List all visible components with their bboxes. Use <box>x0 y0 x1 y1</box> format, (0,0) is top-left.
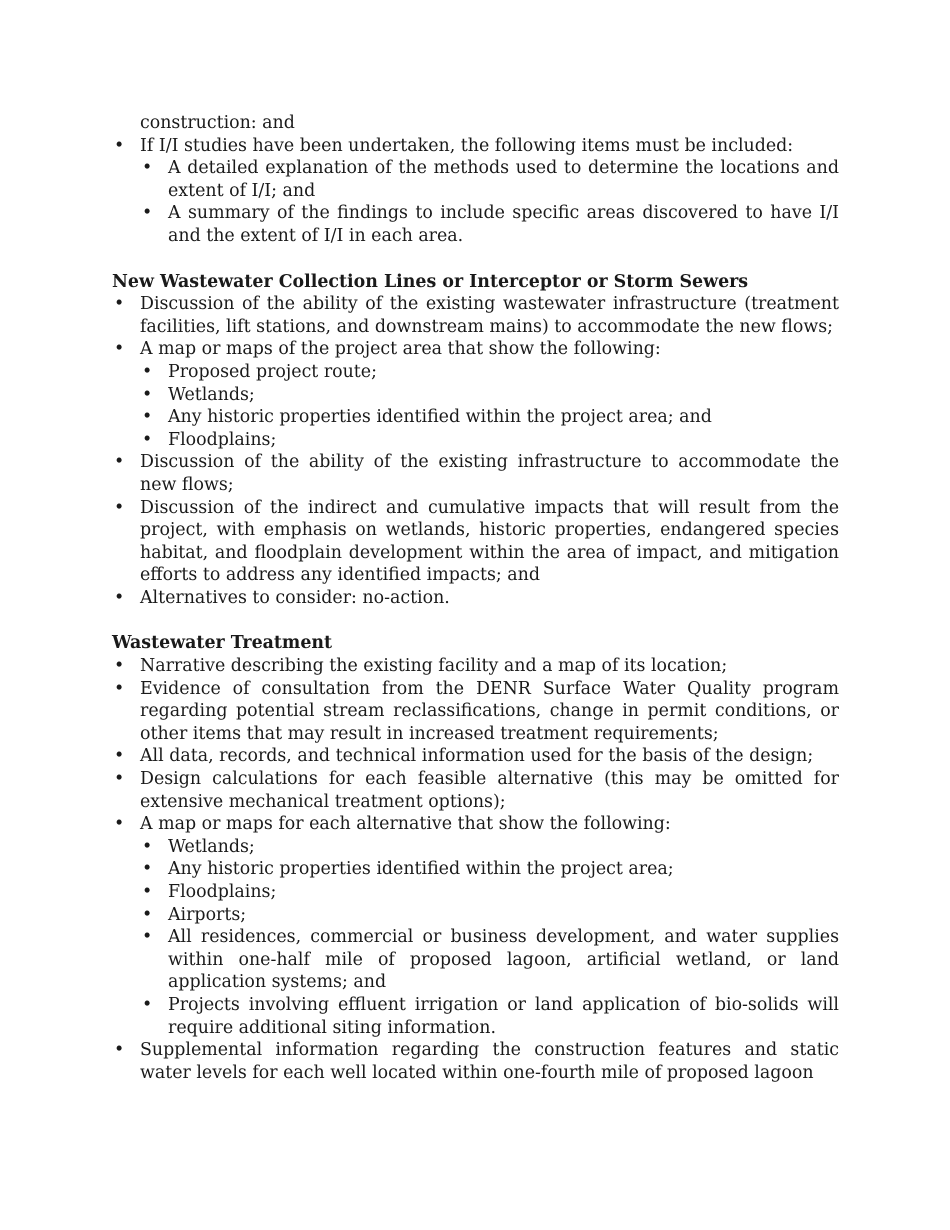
bullet-item: • A map or maps for each alternative that show the following: <box>112 813 839 836</box>
bullet-item: • Narrative describing the existing facility and a map of its location; <box>112 655 839 678</box>
bullet-item: • Discussion of the indirect and cumulative impacts that will result from the project, with emphasis on wetlands, historic properties, endangered species habitat, and floodplain development within the area of impact, and mitigation efforts to address any identified impacts; and <box>112 497 839 587</box>
sub-bullet-item: • Airports; <box>112 904 839 927</box>
sub-bullet-item: • A detailed explanation of the methods used to determine the locations and extent of I/I; and <box>112 157 839 202</box>
continued-text: construction: and <box>140 113 295 133</box>
sub-bullet-item: • Any historic properties identified within the project area; and <box>112 406 839 429</box>
sub-bullet-item: • Proposed project route; <box>112 361 839 384</box>
document-page <box>112 112 839 1084</box>
bullet-item: • If I/I studies have been undertaken, the following items must be included: <box>112 135 839 158</box>
sub-bullet-item: • Projects involving effluent irrigation or land application of bio-solids will require additional siting information. <box>112 994 839 1039</box>
bullet-item: • Evidence of consultation from the DENR Surface Water Quality program regarding potential stream reclassifications, change in permit conditions, or other items that may result in increased treatment requirements; <box>112 678 839 746</box>
sub-bullet-item: • Wetlands; <box>112 384 839 407</box>
bullet-item: • Supplemental information regarding the construction features and static water levels for each well located within one-fourth mile of proposed lagoon <box>112 1039 839 1084</box>
bullet-item: • Alternatives to consider: no-action. <box>112 587 839 610</box>
bullet-item: • Discussion of the ability of the existing infrastructure to accommodate the new flows; <box>112 451 839 496</box>
sub-bullet-item: • All residences, commercial or business development, and water supplies within one-half mile of proposed lagoon, artificial wetland, or land application systems; and <box>112 926 839 994</box>
sub-bullet-item: • Wetlands; <box>112 836 839 859</box>
bullet-item: • All data, records, and technical information used for the basis of the design; <box>112 745 839 768</box>
sub-bullet-item: • Any historic properties identified within the project area; <box>112 858 839 881</box>
bullet-item: • A map or maps of the project area that show the following: <box>112 338 839 361</box>
sub-bullet-item: • A summary of the findings to include specific areas discovered to have I/I and the extent of I/I in each area. <box>112 202 839 247</box>
section-heading: Wastewater Treatment <box>112 633 333 654</box>
bullet-item: • Design calculations for each feasible alternative (this may be omitted for extensive mechanical treatment options); <box>112 768 839 813</box>
sub-bullet-item: • Floodplains; <box>112 429 839 452</box>
section-heading: New Wastewater Collection Lines or Interceptor or Storm Sewers <box>112 271 749 292</box>
sub-bullet-item: • Floodplains; <box>112 881 839 904</box>
bullet-item: • Discussion of the ability of the existing wastewater infrastructure (treatment facilities, lift stations, and downstream mains) to accommodate the new flows; <box>112 293 839 338</box>
